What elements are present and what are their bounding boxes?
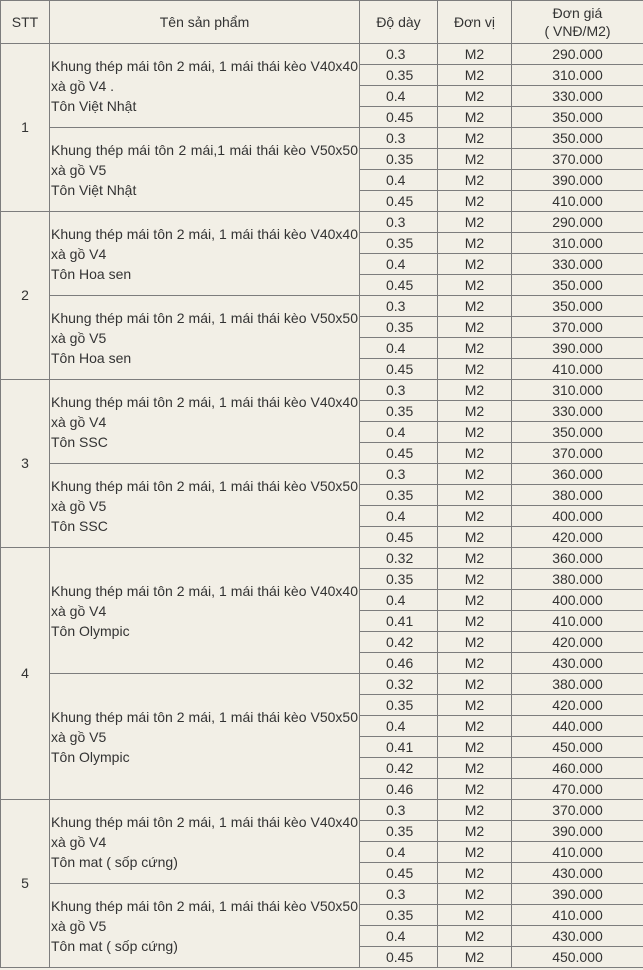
thickness-cell: 0.45 [360,275,438,296]
thickness-cell: 0.4 [360,716,438,737]
thickness-cell: 0.4 [360,926,438,947]
unit-cell: M2 [438,674,512,695]
price-cell: 330.000 [512,254,643,275]
unit-cell: M2 [438,86,512,107]
thickness-cell: 0.35 [360,317,438,338]
unit-cell: M2 [438,191,512,212]
thickness-cell: 0.35 [360,149,438,170]
stt-cell: 4 [1,548,50,800]
price-cell: 440.000 [512,716,643,737]
thickness-cell: 0.41 [360,737,438,758]
thickness-cell: 0.35 [360,485,438,506]
header-product-name: Tên sản phẩm [50,1,360,44]
unit-cell: M2 [438,380,512,401]
thickness-cell: 0.3 [360,212,438,233]
price-cell: 290.000 [512,212,643,233]
price-cell: 420.000 [512,527,643,548]
thickness-cell: 0.35 [360,233,438,254]
price-cell: 410.000 [512,191,643,212]
price-cell: 350.000 [512,128,643,149]
thickness-cell: 0.45 [360,863,438,884]
unit-cell: M2 [438,527,512,548]
price-cell: 330.000 [512,401,643,422]
table-row [1,548,643,569]
thickness-cell: 0.3 [360,296,438,317]
price-cell: 450.000 [512,947,643,968]
price-cell: 350.000 [512,275,643,296]
price-cell: 420.000 [512,695,643,716]
price-cell: 390.000 [512,170,643,191]
price-cell: 370.000 [512,800,643,821]
unit-cell: M2 [438,926,512,947]
thickness-cell: 0.46 [360,653,438,674]
unit-cell: M2 [438,233,512,254]
thickness-cell: 0.35 [360,65,438,86]
stt-cell: 5 [1,800,50,968]
unit-cell: M2 [438,317,512,338]
thickness-cell: 0.3 [360,884,438,905]
unit-cell: M2 [438,947,512,968]
price-cell: 410.000 [512,359,643,380]
product-name-cell: Khung thép mái tôn 2 mái, 1 mái thái kèo V50x50 xà gồ V5 Tôn mat ( sốp cứng) [50,884,360,968]
thickness-cell: 0.4 [360,590,438,611]
thickness-cell: 0.4 [360,170,438,191]
price-cell: 370.000 [512,317,643,338]
thickness-cell: 0.45 [360,359,438,380]
thickness-cell: 0.32 [360,548,438,569]
thickness-cell: 0.46 [360,779,438,800]
header-row [1,1,643,44]
product-name-cell: Khung thép mái tôn 2 mái, 1 mái thái kèo V40x40 xà gồ V4 Tôn SSC [50,380,360,464]
price-cell: 390.000 [512,884,643,905]
table-row [1,800,643,821]
table-row [1,464,643,485]
product-name-cell: Khung thép mái tôn 2 mái,1 mái thái kèo V50x50 xà gồ V5 Tôn Việt Nhật [50,128,360,212]
unit-cell: M2 [438,254,512,275]
unit-cell: M2 [438,422,512,443]
price-cell: 350.000 [512,296,643,317]
header-thickness: Độ dày [360,1,438,44]
thickness-cell: 0.42 [360,632,438,653]
price-cell: 430.000 [512,926,643,947]
unit-cell: M2 [438,506,512,527]
unit-cell: M2 [438,653,512,674]
price-cell: 450.000 [512,737,643,758]
unit-cell: M2 [438,695,512,716]
table-row [1,884,643,905]
price-cell: 390.000 [512,338,643,359]
price-cell: 330.000 [512,86,643,107]
product-name-cell: Khung thép mái tôn 2 mái, 1 mái thái kèo V50x50 xà gồ V5 Tôn Hoa sen [50,296,360,380]
price-cell: 470.000 [512,779,643,800]
price-cell: 430.000 [512,863,643,884]
unit-cell: M2 [438,548,512,569]
thickness-cell: 0.32 [360,674,438,695]
unit-cell: M2 [438,758,512,779]
thickness-cell: 0.35 [360,569,438,590]
thickness-cell: 0.45 [360,947,438,968]
thickness-cell: 0.35 [360,401,438,422]
unit-cell: M2 [438,905,512,926]
product-name-cell: Khung thép mái tôn 2 mái, 1 mái thái kèo V40x40 xà gồ V4 Tôn Hoa sen [50,212,360,296]
unit-cell: M2 [438,737,512,758]
header-unit: Đơn vị [438,1,512,44]
thickness-cell: 0.42 [360,758,438,779]
price-cell: 410.000 [512,905,643,926]
product-name-cell: Khung thép mái tôn 2 mái, 1 mái thái kèo V40x40 xà gồ V4 Tôn Olympic [50,548,360,674]
unit-cell: M2 [438,338,512,359]
thickness-cell: 0.4 [360,842,438,863]
unit-cell: M2 [438,275,512,296]
unit-cell: M2 [438,464,512,485]
price-cell: 430.000 [512,653,643,674]
unit-cell: M2 [438,443,512,464]
product-name-cell: Khung thép mái tôn 2 mái, 1 mái thái kèo V50x50 xà gồ V5 Tôn Olympic [50,674,360,800]
header-price-line1: Đơn giá [552,5,603,21]
price-cell: 350.000 [512,422,643,443]
price-cell: 290.000 [512,44,643,65]
thickness-cell: 0.35 [360,695,438,716]
product-name-cell: Khung thép mái tôn 2 mái, 1 mái thái kèo V40x40 xà gồ V4 . Tôn Việt Nhật [50,44,360,128]
header-price [512,1,643,44]
thickness-cell: 0.45 [360,107,438,128]
product-name-cell: Khung thép mái tôn 2 mái, 1 mái thái kèo V40x40 xà gồ V4 Tôn mat ( sốp cứng) [50,800,360,884]
thickness-cell: 0.45 [360,443,438,464]
price-cell: 380.000 [512,569,643,590]
price-cell: 370.000 [512,443,643,464]
thickness-cell: 0.4 [360,254,438,275]
unit-cell: M2 [438,611,512,632]
header-price-line2: ( VNĐ/M2) [544,23,611,39]
stt-cell: 2 [1,212,50,380]
price-cell: 410.000 [512,611,643,632]
thickness-cell: 0.4 [360,506,438,527]
price-cell: 370.000 [512,149,643,170]
product-name-cell: Khung thép mái tôn 2 mái, 1 mái thái kèo V50x50 xà gồ V5 Tôn SSC [50,464,360,548]
unit-cell: M2 [438,884,512,905]
unit-cell: M2 [438,359,512,380]
price-cell: 310.000 [512,233,643,254]
price-cell: 390.000 [512,821,643,842]
price-cell: 310.000 [512,380,643,401]
unit-cell: M2 [438,485,512,506]
price-cell: 380.000 [512,674,643,695]
unit-cell: M2 [438,590,512,611]
unit-cell: M2 [438,128,512,149]
thickness-cell: 0.4 [360,422,438,443]
price-cell: 410.000 [512,842,643,863]
unit-cell: M2 [438,401,512,422]
table-row [1,212,643,233]
unit-cell: M2 [438,632,512,653]
price-cell: 420.000 [512,632,643,653]
unit-cell: M2 [438,716,512,737]
unit-cell: M2 [438,863,512,884]
unit-cell: M2 [438,65,512,86]
unit-cell: M2 [438,212,512,233]
unit-cell: M2 [438,821,512,842]
price-cell: 350.000 [512,107,643,128]
thickness-cell: 0.3 [360,128,438,149]
stt-cell: 1 [1,44,50,212]
table-row [1,128,643,149]
unit-cell: M2 [438,149,512,170]
thickness-cell: 0.3 [360,44,438,65]
unit-cell: M2 [438,800,512,821]
price-table-body [1,44,643,968]
price-cell: 360.000 [512,548,643,569]
unit-cell: M2 [438,170,512,191]
thickness-cell: 0.35 [360,821,438,842]
unit-cell: M2 [438,44,512,65]
price-cell: 460.000 [512,758,643,779]
price-cell: 380.000 [512,485,643,506]
price-cell: 400.000 [512,590,643,611]
thickness-cell: 0.45 [360,191,438,212]
table-row [1,674,643,695]
thickness-cell: 0.3 [360,800,438,821]
table-row [1,296,643,317]
thickness-cell: 0.41 [360,611,438,632]
unit-cell: M2 [438,779,512,800]
thickness-cell: 0.45 [360,527,438,548]
thickness-cell: 0.35 [360,905,438,926]
thickness-cell: 0.4 [360,86,438,107]
price-cell: 310.000 [512,65,643,86]
table-row [1,44,643,65]
thickness-cell: 0.3 [360,380,438,401]
table-row [1,380,643,401]
unit-cell: M2 [438,107,512,128]
price-cell: 360.000 [512,464,643,485]
price-cell: 400.000 [512,506,643,527]
unit-cell: M2 [438,842,512,863]
unit-cell: M2 [438,569,512,590]
stt-cell: 3 [1,380,50,548]
thickness-cell: 0.3 [360,464,438,485]
thickness-cell: 0.4 [360,338,438,359]
unit-cell: M2 [438,296,512,317]
header-stt: STT [1,1,50,44]
